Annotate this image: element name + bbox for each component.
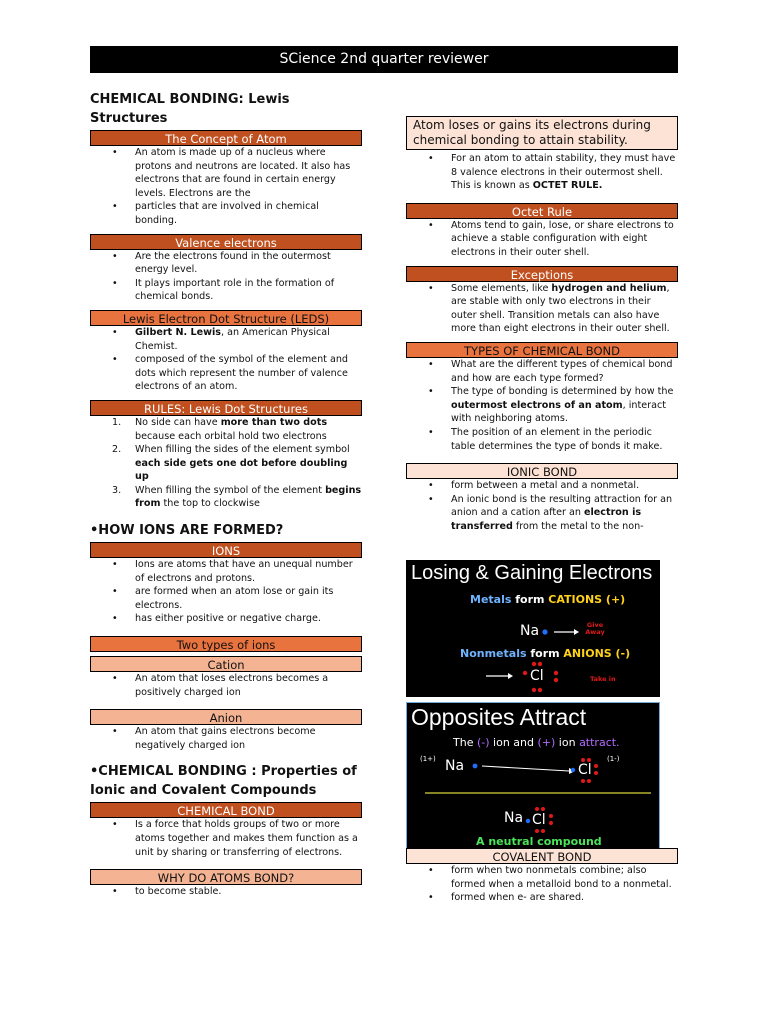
electron-dot [523, 671, 527, 675]
list-item: • What are the different types of chemical bond and how are each type formed? [406, 358, 678, 385]
page-title: SCience 2nd quarter reviewer [90, 46, 678, 73]
give-away-label: Give Away [585, 621, 605, 636]
types-list [406, 358, 678, 453]
cl-symbol: Cl [530, 668, 544, 684]
section-header-cation: Cation [90, 656, 362, 672]
anions-label: ANIONS (-) [563, 647, 631, 660]
section-header-ions: IONS [90, 542, 362, 558]
heading-lewis-structures: CHEMICAL BONDING: Lewis Structures [90, 92, 290, 126]
nonmetals-label: Nonmetals [460, 647, 527, 660]
text: For an atom to attain stability, they must have 8 valence electrons in their outermost shell. This is known as [451, 153, 676, 192]
text: Some elements, like [451, 282, 552, 294]
electron-dot [538, 688, 542, 692]
text: , interact with neighboring atoms. [451, 399, 667, 425]
text: (+) [537, 736, 556, 749]
intro-list [406, 152, 678, 193]
list-item: • An atom that loses electrons becomes a positively charged ion [90, 672, 362, 699]
covalent-section [406, 848, 678, 905]
intro-box: Atom loses or gains its electrons during chemical bonding to attain stability. [406, 116, 678, 150]
ions-list [90, 558, 362, 626]
list-item [406, 385, 678, 426]
text: , an American Physical Chemist. [135, 326, 330, 352]
list-item: • formed when e- are shared. [406, 891, 678, 905]
list-item: • Is a force that holds groups of two or more atoms together and makes them function as a unit by sharing or transferring of electrons. [90, 818, 362, 859]
text: form [526, 647, 564, 660]
section-header-ionic: IONIC BOND [406, 463, 678, 479]
attraction-arrow [482, 766, 569, 771]
section-header-covalent: COVALENT BOND [406, 848, 678, 864]
losing-gaining-electrons-illustration [406, 560, 660, 697]
text: (-) [476, 736, 490, 749]
text: No side can have [135, 416, 221, 428]
section-header-valence: Valence electrons [90, 234, 362, 250]
section-header-concept-atom: The Concept of Atom [90, 130, 362, 146]
electron-dot [554, 671, 558, 675]
right-column [406, 116, 678, 533]
cl-symbol: Cl [578, 762, 592, 778]
cations-label: CATIONS (+) [548, 593, 626, 606]
left-column [90, 90, 362, 899]
bold-text: more than two dots [220, 416, 328, 428]
list-item: • form between a metal and a nonmetal. [406, 479, 678, 493]
section-header-why-bond: WHY DO ATOMS BOND? [90, 869, 362, 885]
list-item: • An atom is made up of a nucleus where protons and neutrons are located. It also has electrons that are found in certain energy levels. Electrons are the [90, 146, 362, 200]
list-item: • particles that are involved in chemical bonding. [90, 200, 362, 227]
text: An ionic bond is the resulting attraction for an anion and a cation after an [451, 493, 673, 519]
rule-item-2 [90, 443, 362, 484]
text: from the metal to the non- [512, 520, 644, 532]
bold-text: OCTET RULE. [532, 180, 603, 192]
section-header-leds: Lewis Electron Dot Structure (LEDS) [90, 310, 362, 326]
text: ion [555, 736, 580, 749]
illustration-title: Losing & Gaining Electrons [411, 562, 653, 584]
electron-dot [571, 768, 575, 772]
text: When filling the symbol of the element [135, 484, 326, 496]
electron-dot [587, 758, 591, 762]
electron-dot [541, 807, 545, 811]
section-header-two-types: Two types of ions [90, 636, 362, 652]
electron-dot [549, 814, 553, 818]
chemical-bond-list [90, 818, 362, 859]
anion-list [90, 725, 362, 752]
list-item: • has either positive or negative charge. [90, 612, 362, 626]
list-item: • Ions are atoms that have an unequal number of electrons and protons. [90, 558, 362, 585]
electron-dot [526, 819, 530, 823]
section-header-anion: Anion [90, 709, 362, 725]
leds-list [90, 326, 362, 394]
list-item [406, 152, 678, 193]
list-item: • to become stable. [90, 885, 362, 899]
section-header-exceptions: Exceptions [406, 266, 678, 282]
list-item: • composed of the symbol of the element and dots which represent the number of valence electrons of an atom. [90, 353, 362, 394]
text: because each orbital hold two electrons [135, 430, 327, 442]
bold-text: Gilbert N. Lewis [135, 326, 221, 338]
octet-list [406, 219, 678, 260]
text: The type of bonding is determined by how the [451, 386, 674, 398]
na-symbol: Na [445, 758, 465, 774]
electron-dot [532, 688, 536, 692]
text: , are stable with only two electrons in their outer shell. Transition metals can also have more than eight electrons in their outer shell. [451, 282, 670, 335]
list-item: • An atom that gains electrons become negatively charged ion [90, 725, 362, 752]
covalent-list [406, 864, 678, 905]
neutral-compound-label: A neutral compound [476, 835, 602, 848]
na-symbol: Na [520, 623, 540, 639]
bold-text: begins from [135, 484, 362, 510]
text: ion and [489, 736, 538, 749]
opposites-attract-illustration [406, 702, 660, 850]
illustration-title: Opposites Attract [411, 704, 587, 730]
list-item: • It plays important role in the formation of chemical bonds. [90, 277, 362, 304]
ionic-list [406, 479, 678, 533]
section-header-rules: RULES: Lewis Dot Structures [90, 400, 362, 416]
rule-item-3 [90, 484, 362, 511]
list-item [406, 282, 678, 336]
take-in-label: Take in [590, 675, 616, 683]
text: form [511, 593, 549, 606]
plus-charge-label: (1+) [420, 755, 436, 763]
bold-text: outermost electrons of an atom [451, 399, 623, 411]
heading-properties: •CHEMICAL BONDING : Properties of Ionic and Covalent Compounds [90, 764, 357, 799]
list-item: • are formed when an atom lose or gain its electrons. [90, 585, 362, 612]
section-header-types: TYPES OF CHEMICAL BOND [406, 342, 678, 358]
bold-text: each side gets one dot before doubling up [135, 457, 348, 483]
list-item [90, 326, 362, 353]
electron-dot [535, 829, 539, 833]
metals-label: Metals [470, 593, 512, 606]
nacl-cl-symbol: Cl [532, 812, 546, 828]
electron-dot [542, 629, 547, 634]
text: When filling the sides of the element symbol [135, 444, 350, 456]
electron-dot [554, 678, 558, 682]
text: The [453, 736, 477, 749]
rules-list [90, 416, 362, 511]
why-bond-list [90, 885, 362, 899]
list-item: • Atoms tend to gain, lose, or share electrons to achieve a stable configuration with eight electrons in their outer shell. [406, 219, 678, 260]
list-item [406, 493, 678, 534]
electron-dot [581, 758, 585, 762]
electron-dot [594, 764, 598, 768]
exceptions-list [406, 282, 678, 336]
electron-dot [541, 829, 545, 833]
electron-dot [538, 662, 542, 666]
electron-dot [587, 779, 591, 783]
electron-dot [594, 771, 598, 775]
list-item: • Are the electrons found in the outermost energy level. [90, 250, 362, 277]
nonmetals-form-anions [460, 647, 630, 660]
list-item: • form when two nonmetals combine; also formed when a metalloid bond to a nonmetal. [406, 864, 678, 891]
electron-dot [581, 779, 585, 783]
text: the top to clockwise [160, 498, 260, 510]
arrow-head [574, 629, 579, 635]
electron-dot [535, 807, 539, 811]
bold-text: hydrogen and helium [551, 282, 667, 294]
minus-charge-label: (1-) [607, 755, 620, 763]
electron-dot [473, 764, 478, 769]
concept-atom-list [90, 146, 362, 228]
valence-list [90, 250, 362, 304]
section-header-octet: Octet Rule [406, 203, 678, 219]
arrow-head [508, 673, 513, 679]
electron-dot [532, 662, 536, 666]
nacl-na-symbol: Na [504, 810, 524, 826]
text: attract. [579, 736, 620, 749]
cation-list [90, 672, 362, 699]
section-header-chemical-bond: CHEMICAL BOND [90, 802, 362, 818]
list-item: • The position of an element in the periodic table determines the type of bonds it make. [406, 426, 678, 453]
bold-text: electron is transferred [451, 507, 642, 532]
rule-item-1 [90, 416, 362, 443]
electron-dot [549, 821, 553, 825]
heading-how-ions-formed: •HOW IONS ARE FORMED? [90, 523, 284, 539]
